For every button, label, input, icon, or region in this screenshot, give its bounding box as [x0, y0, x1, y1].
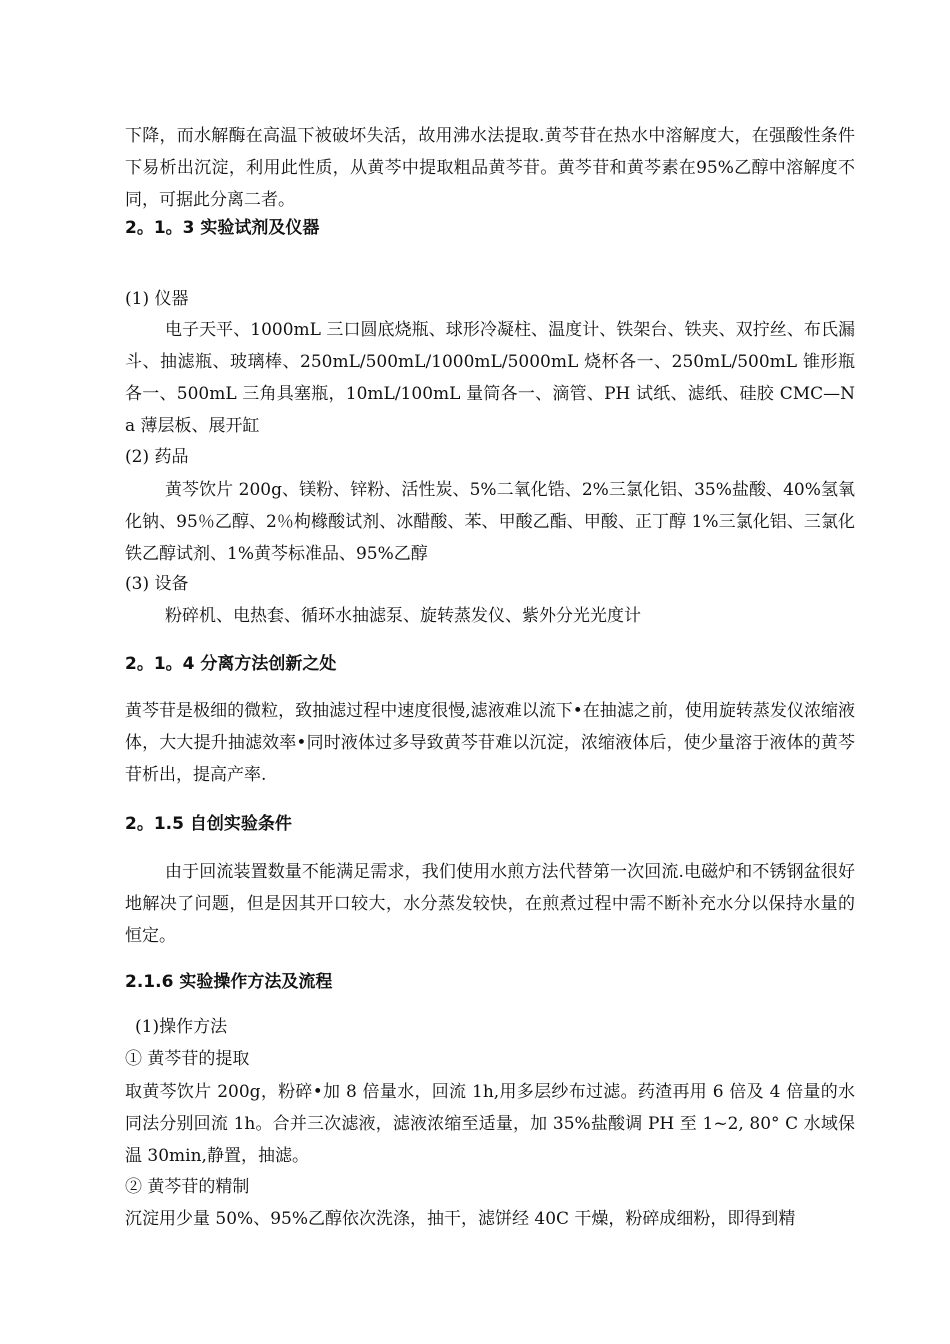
- instruments-label: (1) 仪器: [125, 289, 189, 309]
- equipment-label: (3) 设备: [125, 574, 189, 594]
- section-2-1-5-text: 由于回流装置数量不能满足需求，我们使用水煎方法代替第一次回流.电磁炉和不锈钢盆很好地解决了问题，但是因其开口较大，水分蒸发较快，在煎煮过程中需不断补充水分以保持水量的恒定。: [125, 862, 855, 946]
- section-2-1-4-text: 黄芩苷是极细的微粒，致抽滤过程中速度很慢,滤液难以流下•在抽滤之前，使用旋转蒸发仪浓缩液体，大大提升抽滤效率•同时液体过多导致黄芩苷难以沉淀，浓缩液体后，使少量溶于液体的黄芩苷析出，提高产率.: [125, 701, 855, 785]
- operation-method-label: (1)操作方法: [135, 1017, 228, 1037]
- equipment-text: 粉碎机、电热套、循环水抽滤泵、旋转蒸发仪、紫外分光光度计: [165, 606, 641, 626]
- step1-label: ① 黄芩苷的提取: [125, 1049, 250, 1069]
- instruments-text: 电子天平、1000mL 三口圆底烧瓶、球形冷凝柱、温度计、铁架台、铁夹、双拧丝、布氏漏斗、抽滤瓶、玻璃棒、250mL/500mL/1000mL/5000mL 烧杯各一、250mL/500mL 锥形瓶各一、500mL 三角具塞瓶，10mL/100mL 量筒各一、滴管、PH 试纸、滤纸、硅胶 CMC—Na 薄层板、展开缸: [125, 320, 855, 436]
- section-2-1-4-heading: 2。1。4 分离方法创新之处: [125, 654, 337, 674]
- section-2-1-6-heading: 2.1.6 实验操作方法及流程: [125, 972, 333, 992]
- reagents-label: (2) 药品: [125, 447, 189, 467]
- section-2-1-5-heading: 2。1.5 自创实验条件: [125, 814, 292, 834]
- intro-paragraph: 下降，而水解酶在高温下被破坏失活，故用沸水法提取.黄芩苷在热水中溶解度大，在强酸性条件下易析出沉淀，利用此性质，从黄芩中提取粗品黄芩苷。黄芩苷和黄芩素在95%乙醇中溶解度不同，可据此分离二者。: [125, 126, 855, 210]
- section-2-1-3-heading: 2。1。3 实验试剂及仪器: [125, 218, 320, 238]
- step2-text: 沉淀用少量 50%、95%乙醇依次洗涤，抽干，滤饼经 40C 干燥，粉碎成细粉，即得到精: [125, 1209, 796, 1229]
- reagents-text: 黄芩饮片 200g、镁粉、锌粉、活性炭、5%二氧化锆、2%三氯化铝、35%盐酸、40%氢氧化钠、95％乙醇、2％枸橼酸试剂、冰醋酸、苯、甲酸乙酯、甲酸、正丁醇 1%三氯化铝、三氯化铁乙醇试剂、1%黄芩标准品、95%乙醇: [125, 480, 855, 564]
- step1-text: 取黄芩饮片 200g，粉碎•加 8 倍量水，回流 1h,用多层纱布过滤。药渣再用 6 倍及 4 倍量的水同法分别回流 1h。合并三次滤液，滤液浓缩至适量，加 35%盐酸调 PH 至 1~2, 80° C 水域保温 30min,静置，抽滤。: [125, 1082, 855, 1166]
- step2-label: ② 黄芩苷的精制: [125, 1177, 250, 1197]
